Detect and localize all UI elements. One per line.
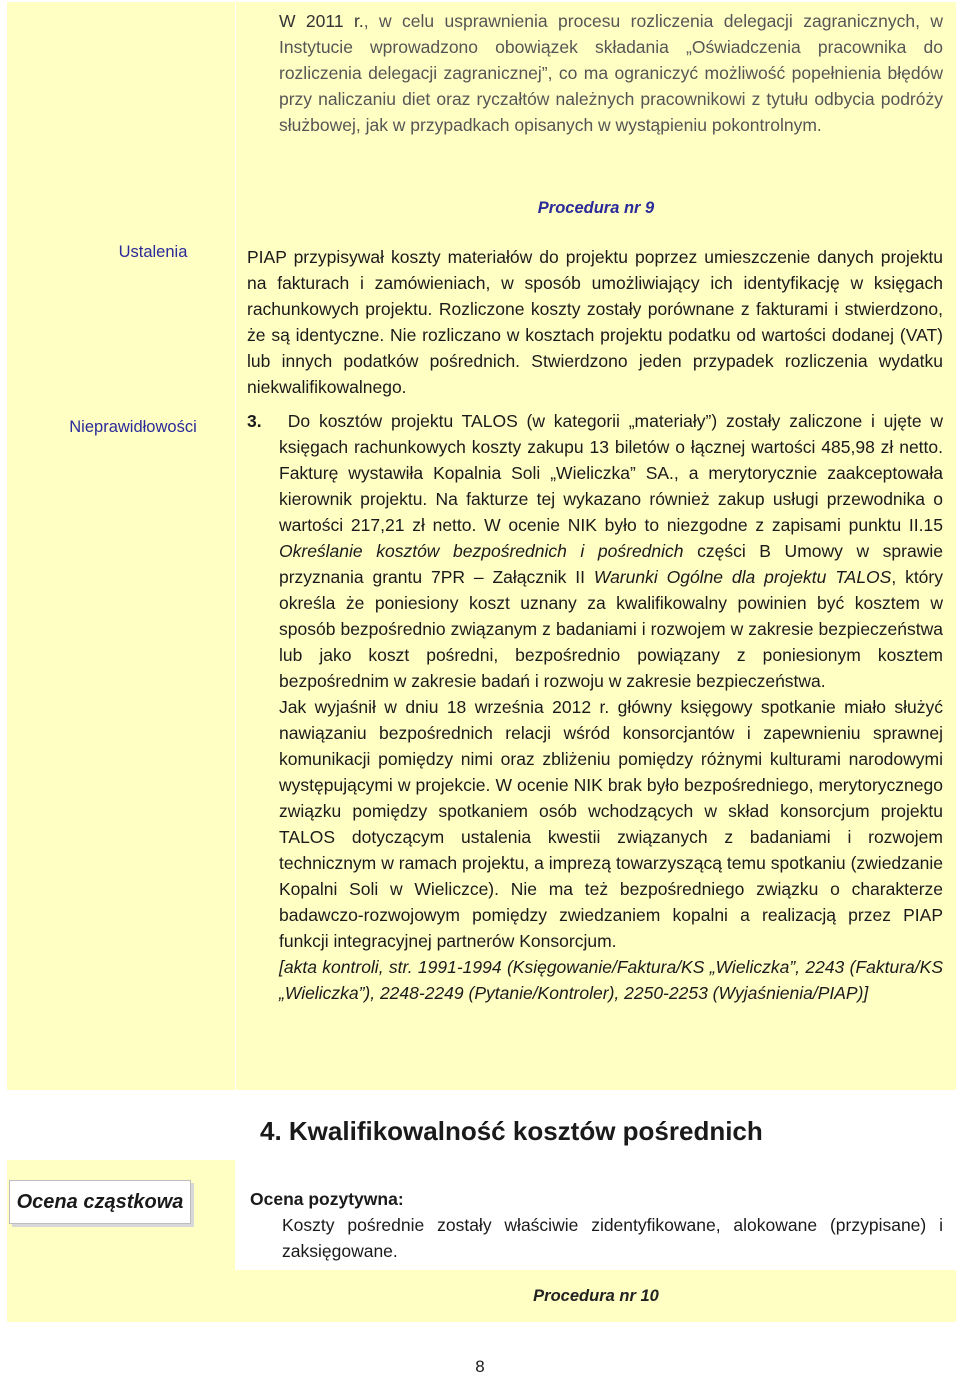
- item-italic-1: Określanie kosztów bezpośrednich i pośrednich: [279, 541, 684, 561]
- procedure10-title: Procedura nr 10: [533, 1287, 659, 1305]
- nieprawidlowosci-item: [247, 408, 943, 1006]
- page-number: 8: [475, 1357, 485, 1376]
- reference-paragraph: [akta kontroli, str. 1991-1994 (Księgowanie/Faktura/KS „Wieliczka”, 2243 (Faktura/KS „Wieliczka”), 2248-2249 (Pytanie/Kontroler), 2250-2253 (Wyjaśnienia/PIAP)]: [279, 957, 943, 1003]
- procedure9-title: Procedura nr 9: [537, 199, 655, 217]
- sidebar-highlight: [7, 2, 235, 1090]
- item-3-paragraph: [247, 408, 943, 694]
- ustalenia-paragraph: PIAP przypisywał koszty materiałów do projektu poprzez umieszczenie danych projektu na fakturach i zamówieniach, w sposób umożliwiający ich identyfikację w księgach rachunkowych projektu. Rozliczone koszty zostały porównane z fakturami i stwierdzono, że są identyczne. Nie rozliczano w kosztach projektu podatku od wartości dodanej (VAT) lub innych podatków pośrednich. Stwierdzono jeden przypadek rozliczenia wydatku niekwalifikowalnego.: [247, 247, 943, 397]
- item-text-3: , który określa że poniesiony koszt uznany za kwalifikowalny powinien być kosztem w sposób bezpośrednio związanym z badaniami i rozwojem w zakresie bezpieczeństwa lub jako koszt pośredni, bezpośrednio powiązany z poniesionym kosztem bezpośrednim w zakresie badań i rozwoju w zakresie bezpieczeństwa.: [279, 567, 943, 691]
- item-text-2: części B Umowy w sprawie przyznania grantu 7PR – Załącznik II: [279, 541, 943, 587]
- ocena-title: Ocena pozytywna:: [250, 1189, 404, 1209]
- ocena-czastkowa-box: Ocena cząstkowa: [9, 1180, 191, 1224]
- intro-paragraph: [279, 8, 943, 138]
- ustalenia-label: Ustalenia: [118, 243, 188, 261]
- nieprawidlowosci-label: Nieprawidłowości: [69, 418, 197, 436]
- ocena-block: [250, 1186, 943, 1264]
- item-italic-2: Warunki Ogólne dla projektu TALOS: [593, 567, 892, 587]
- item-text-1: Do kosztów projektu TALOS (w kategorii „materiały”) zostały zaliczone i ujęte w księgach rachunkowych koszty zakupu 13 biletów o łącznej wartości 485,98 zł netto. Fakturę wystawiła Kopalnia Soli „Wieliczka” SA., a merytorycznie zaakceptowała kierownik projektu. Na fakturze tej wykazano również zakup usługi przewodnika o wartości 217,21 zł netto. W ocenie NIK było to niezgodne z zapisami punktu II.15: [279, 411, 943, 535]
- ustalenia-text: [247, 244, 943, 400]
- intro-text: , w celu usprawnienia procesu rozliczenia delegacji zagranicznych, w Instytucie wprowadzono obowiązek składania „Oświadczenia pracownika do rozliczenia delegacji zagranicznej”, co ma ograniczyć możliwość popełnienia błędów przy naliczaniu diet oraz ryczałtów należnych pracownikowi z tytułu odbycia podróży służbowej, jak w przypadkach opisanych w wystąpieniu pokontrolnym.: [279, 11, 943, 135]
- ocena-text: Koszty pośrednie zostały właściwie zidentyfikowane, alokowane (przypisane) i zaksięgowane.: [282, 1215, 943, 1261]
- section4-heading: 4. Kwalifikowalność kosztów pośrednich: [260, 1116, 763, 1146]
- item-number: 3.: [247, 411, 262, 431]
- intro-lead: W 2011 r.: [279, 11, 364, 31]
- explanation-paragraph: Jak wyjaśnił w dniu 18 września 2012 r. główny księgowy spotkanie miało służyć nawiązaniu bezpośrednich relacji wśród konsorcjantów i zapewnieniu sprawnej komunikacji pomiędzy nimi oraz zbliżeniu pomiędzy różnymi kulturami narodowymi występującymi w projekcie. W ocenie NIK brak było bezpośredniego, merytorycznego związku pomiędzy spotkaniem osób wchodzących w skład konsorcjum projektu TALOS dotyczącym ustalenia kwestii związanych z badaniami i rozwojem technicznym w ramach projektu, a imprezą towarzyszącą temu spotkaniu (zwiedzanie Kopalni Soli w Wieliczce). Nie ma też bezpośredniego związku o charakterze badawczo-rozwojowym pomiędzy zwiedzaniem kopalni a realizacją przez PIAP funkcji integracyjnej partnerów Konsorcjum.: [279, 697, 943, 951]
